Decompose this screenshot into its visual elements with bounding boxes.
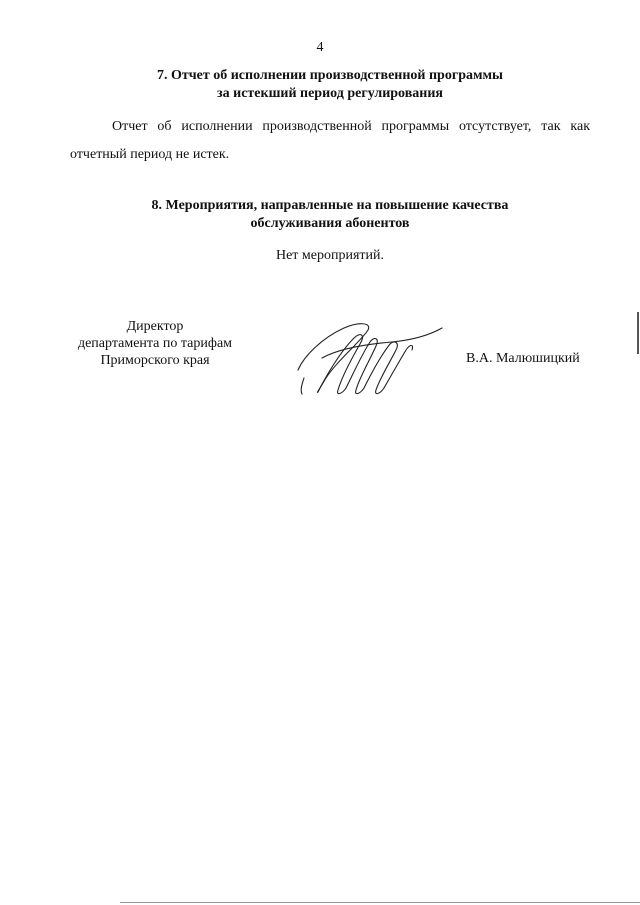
signatory-position-line-2: департамента по тарифам — [77, 336, 233, 351]
signatory-position-line-3: Приморского края — [100, 353, 210, 368]
scan-edge-right — [637, 312, 639, 354]
section-7-heading-line-1: 7. Отчет об исполнении производственной программы — [156, 68, 503, 83]
section-7-paragraph-line-1: Отчет об исполнении производственной программы отсутствует, так как — [112, 119, 590, 134]
signatory-position-line-1: Директор — [126, 319, 184, 334]
signatory-position — [60, 318, 250, 369]
signer-name: В.А. Малюшицкий — [466, 351, 580, 366]
section-7-paragraph-line-2: отчетный период не истек. — [70, 147, 230, 162]
scan-edge-bottom — [120, 902, 640, 903]
section-8-heading — [0, 197, 640, 233]
no-measures-text: Нет мероприятий. — [275, 248, 385, 263]
section-8-heading-line-2: обслуживания абонентов — [250, 216, 410, 231]
handwritten-signature — [296, 318, 446, 398]
section-7-heading-line-2: за истекший период регулирования — [217, 86, 443, 101]
page-number: 4 — [316, 40, 324, 55]
section-7-heading — [0, 67, 640, 103]
section-8-heading-line-1: 8. Мероприятия, направленные на повышение качества — [151, 198, 509, 213]
